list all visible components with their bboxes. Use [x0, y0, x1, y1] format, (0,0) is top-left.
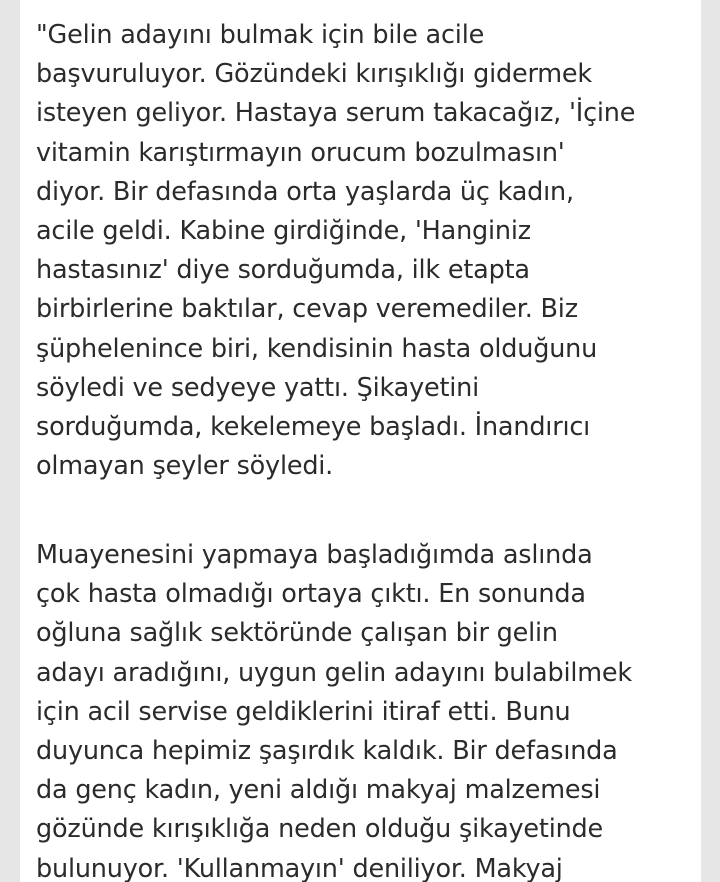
- text-line: "Gelin adayını bulmak için bile acile: [36, 20, 485, 50]
- text-line: başvuruluyor. Gözündeki kırışıklığı gidermek: [36, 59, 592, 90]
- text-line: hastasınız' diye sorduğumda, ilk etapta: [36, 255, 530, 286]
- text-line: söyledi ve sedyeye yattı. Şikayetini: [36, 372, 479, 403]
- text-line: için acil servise geldiklerini itiraf etti. Bunu: [36, 696, 571, 727]
- text-line: acile geldi. Kabine girdiğinde, 'Hanginiz: [36, 216, 531, 247]
- text-line: sorduğumda, kekelemeye başladı. İnandırıcı: [36, 412, 591, 443]
- text-line: oğluna sağlık sektöründe çalışan bir gelin: [36, 618, 558, 649]
- text-line: adayı aradığını, uygun gelin adayını bulabilmek: [36, 657, 632, 688]
- article-paragraph-1: [36, 16, 635, 486]
- article-paragraph-2: [36, 536, 632, 882]
- text-line: olmayan şeyler söyledi.: [36, 451, 334, 482]
- text-line: duyunca hepimiz şaşırdık kaldık. Bir defasında: [36, 736, 618, 767]
- text-line: da genç kadın, yeni aldığı makyaj malzemesi: [36, 775, 601, 806]
- text-line: diyor. Bir defasında orta yaşlarda üç kadın,: [36, 176, 574, 207]
- text-line: Muayenesini yapmaya başladığımda aslında: [36, 540, 593, 570]
- text-line: çok hasta olmadığı ortaya çıktı. En sonunda: [36, 579, 586, 610]
- text-line: gözünde kırışıklığa neden olduğu şikayetinde: [36, 814, 604, 845]
- text-line: isteyen geliyor. Hastaya serum takacağız, 'İçine: [36, 98, 636, 129]
- article-page: [20, 0, 701, 882]
- text-line: şüphelenince biri, kendisinin hasta olduğunu: [36, 333, 598, 364]
- text-line: birbirlerine baktılar, cevap veremediler. Biz: [36, 294, 578, 325]
- text-line: vitamin karıştırmayın orucum bozulmasın': [36, 137, 565, 168]
- text-line: bulunuyor. 'Kullanmayın' deniliyor. Makyaj: [36, 853, 563, 882]
